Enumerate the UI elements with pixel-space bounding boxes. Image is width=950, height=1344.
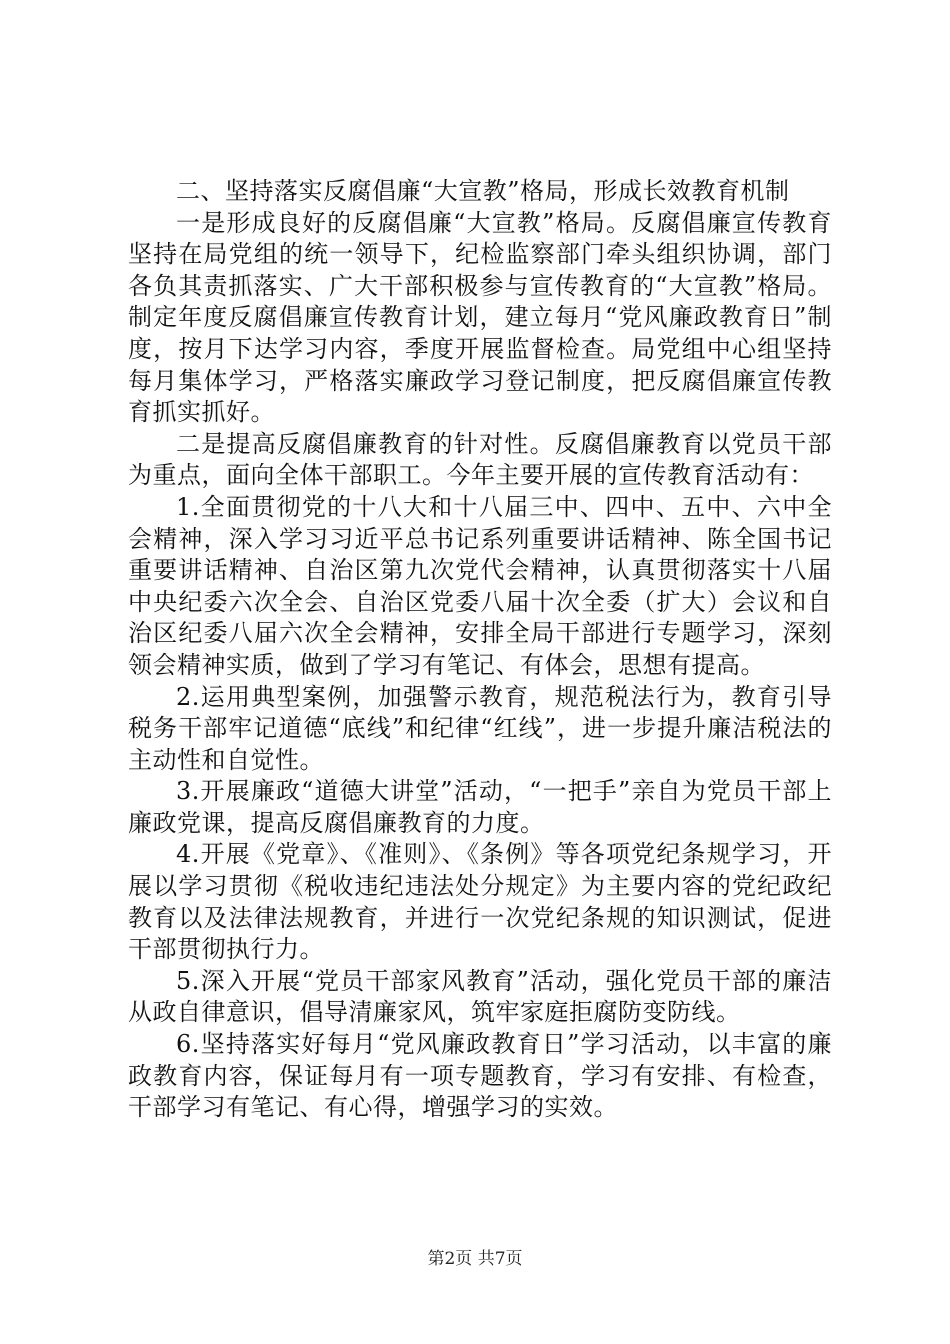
- list-item: 3.开展廉政“道德大讲堂”活动，“一把手”亲自为党员干部上廉政党课，提高反腐倡廉教育的力度。: [128, 777, 832, 837]
- section-heading: 二、坚持落实反腐倡廉“大宣教”格局，形成长效教育机制: [176, 177, 790, 205]
- paragraph: 二是提高反腐倡廉教育的针对性。反腐倡廉教育以党员干部为重点，面向全体干部职工。今年主要开展的宣传教育活动有：: [128, 429, 832, 490]
- paragraph: 一是形成良好的反腐倡廉“大宣教”格局。反腐倡廉宣传教育坚持在局党组的统一领导下，纪检监察部门牵头组织协调，部门各负其责抓落实、广大干部积极参与宣传教育的“大宣教”格局。制定年度反腐倡廉宣传教育计划，建立每月“党风廉政教育日”制度，按月下达学习内容，季度开展监督检查。局党组中心组坚持每月集体学习，严格落实廉政学习登记制度，把反腐倡廉宣传教育抓实抓好。: [128, 208, 832, 427]
- document-body: [128, 176, 832, 1124]
- list-item: 1.全面贯彻党的十八大和十八届三中、四中、五中、六中全会精神，深入学习习近平总书记系列重要讲话精神、陈全国书记重要讲话精神、自治区第九次党代会精神，认真贯彻落实十八届中央纪委六次全会、自治区党委八届十次全委（扩大）会议和自治区纪委八届六次全会精神，安排全局干部进行专题学习，深刻领会精神实质，做到了学习有笔记、有体会，思想有提高。: [128, 492, 832, 679]
- list-item: 4.开展《党章》、《准则》、《条例》等各项党纪条规学习，开展以学习贯彻《税收违纪违法处分规定》为主要内容的党纪政纪教育以及法律法规教育，并进行一次党纪条规的知识测试，促进干部贯彻执行力。: [128, 840, 832, 964]
- page-number: 第2页 共7页: [427, 1249, 523, 1269]
- list-item: 5.深入开展“党员干部家风教育”活动，强化党员干部的廉洁从政自律意识，倡导清廉家风，筑牢家庭拒腐防变防线。: [128, 966, 832, 1027]
- list-item: 2.运用典型案例，加强警示教育，规范税法行为，教育引导税务干部牢记道德“底线”和纪律“红线”，进一步提升廉洁税法的主动性和自觉性。: [128, 682, 832, 774]
- list-item: 6.坚持落实好每月“党风廉政教育日”学习活动，以丰富的廉政教育内容，保证每月有一项专题教育，学习有安排、有检查，干部学习有笔记、有心得，增强学习的实效。: [128, 1030, 832, 1122]
